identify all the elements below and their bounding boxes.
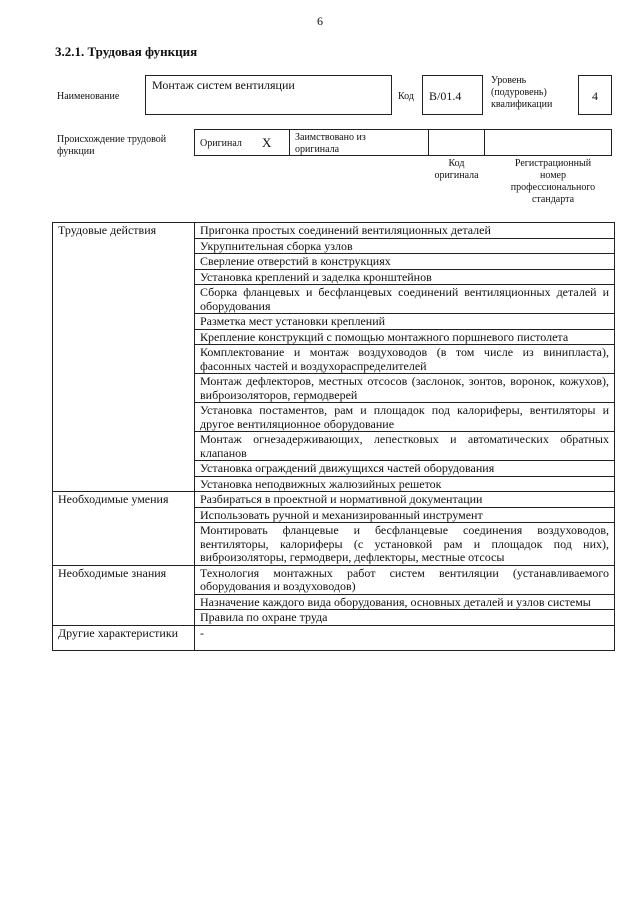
borrowed-label: [295, 132, 366, 156]
caption-line: номер: [540, 170, 566, 181]
caption-line: Код: [448, 158, 465, 169]
original-code-box: [428, 129, 485, 156]
borrowed-label-line: оригинала: [295, 144, 340, 155]
category-cell: Трудовые действия: [53, 223, 195, 492]
item-cell: -: [195, 625, 615, 650]
item-cell: Сборка фланцевых и бесфланцевых соединений вентиляционных деталей и оборудования: [195, 285, 615, 314]
item-cell: Монтаж дефлекторов, местных отсосов (заслонок, зонтов, воронок, кожухов), виброизоляторов, гермодверей: [195, 374, 615, 403]
name-value-box: [145, 75, 392, 115]
level-label-line: Уровень: [491, 75, 527, 86]
original-label: Оригинал: [200, 138, 242, 149]
name-label: Наименование: [57, 91, 120, 102]
level-value: 4: [592, 89, 598, 103]
item-cell: Укрупнительная сборка узлов: [195, 238, 615, 254]
table-row: [53, 565, 615, 594]
borrowed-box: [289, 129, 429, 156]
item-cell: Пригонка простых соединений вентиляционных деталей: [195, 223, 615, 239]
caption-line: Регистрационный: [514, 158, 592, 169]
origin-label-line: функции: [57, 146, 95, 157]
item-cell: Разбираться в проектной и нормативной документации: [195, 492, 615, 508]
caption-line: стандарта: [531, 194, 575, 205]
table-row: [53, 223, 615, 239]
original-code-caption: [428, 158, 485, 182]
item-cell: Установка постаментов, рам и площадок под калориферы, вентиляторы и другое вентиляционное оборудование: [195, 403, 615, 432]
code-value: B/01.4: [429, 89, 462, 103]
reg-number-caption: [494, 158, 612, 206]
item-cell: Разметка мест установки креплений: [195, 314, 615, 330]
item-cell: Установка креплений и заделка кронштейнов: [195, 269, 615, 285]
item-cell: Установка неподвижных жалюзийных решеток: [195, 476, 615, 492]
item-cell: Технология монтажных работ систем вентиляции (устанавливаемого оборудования и воздуховодов): [195, 565, 615, 594]
reg-number-box: [484, 129, 612, 156]
item-cell: Монтаж огнезадерживающих, лепестковых и автоматических обратных клапанов: [195, 432, 615, 461]
table-row: [53, 492, 615, 508]
borrowed-label-line: Заимствовано из: [295, 132, 366, 143]
name-value: Монтаж систем вентиляции: [152, 78, 295, 92]
level-label: [491, 75, 552, 111]
category-cell: Необходимые умения: [53, 492, 195, 566]
item-cell: Установка ограждений движущихся частей оборудования: [195, 461, 615, 477]
category-cell: Необходимые знания: [53, 565, 195, 625]
item-cell: Крепление конструкций с помощью монтажного поршневого пистолета: [195, 329, 615, 345]
item-cell: Правила по охране труда: [195, 610, 615, 626]
level-label-line: (подуровень): [491, 87, 547, 98]
item-cell: Назначение каждого вида оборудования, основных деталей и узлов системы: [195, 594, 615, 610]
item-cell: Использовать ручной и механизированный инструмент: [195, 507, 615, 523]
code-value-box: [422, 75, 483, 115]
item-cell: Монтировать фланцевые и бесфланцевые соединения воздуховодов, вентиляторы, калориферы (с установкой рам и площадок под них), виброизоляторы, гермодвери, дефлекторы, местные отсосы: [195, 523, 615, 566]
level-value-box: [578, 75, 612, 115]
code-label: Код: [398, 91, 414, 102]
table-row: [53, 625, 615, 650]
original-box: [194, 129, 290, 156]
level-label-line: квалификации: [491, 99, 553, 110]
section-title: 3.2.1. Трудовая функция: [55, 44, 198, 59]
caption-line: оригинала: [434, 170, 479, 181]
original-mark: X: [262, 135, 272, 150]
labor-function-table: [52, 222, 615, 651]
item-cell: Комплектование и монтаж воздуховодов (в том числе из винипласта), фасонных частей и воздухораспределителей: [195, 345, 615, 374]
page-number: 6: [317, 14, 323, 28]
origin-label: [57, 134, 166, 158]
item-cell: Сверление отверстий в конструкциях: [195, 254, 615, 270]
origin-label-line: Происхождение трудовой: [57, 134, 167, 145]
category-cell: Другие характеристики: [53, 625, 195, 650]
caption-line: профессионального: [510, 182, 596, 193]
